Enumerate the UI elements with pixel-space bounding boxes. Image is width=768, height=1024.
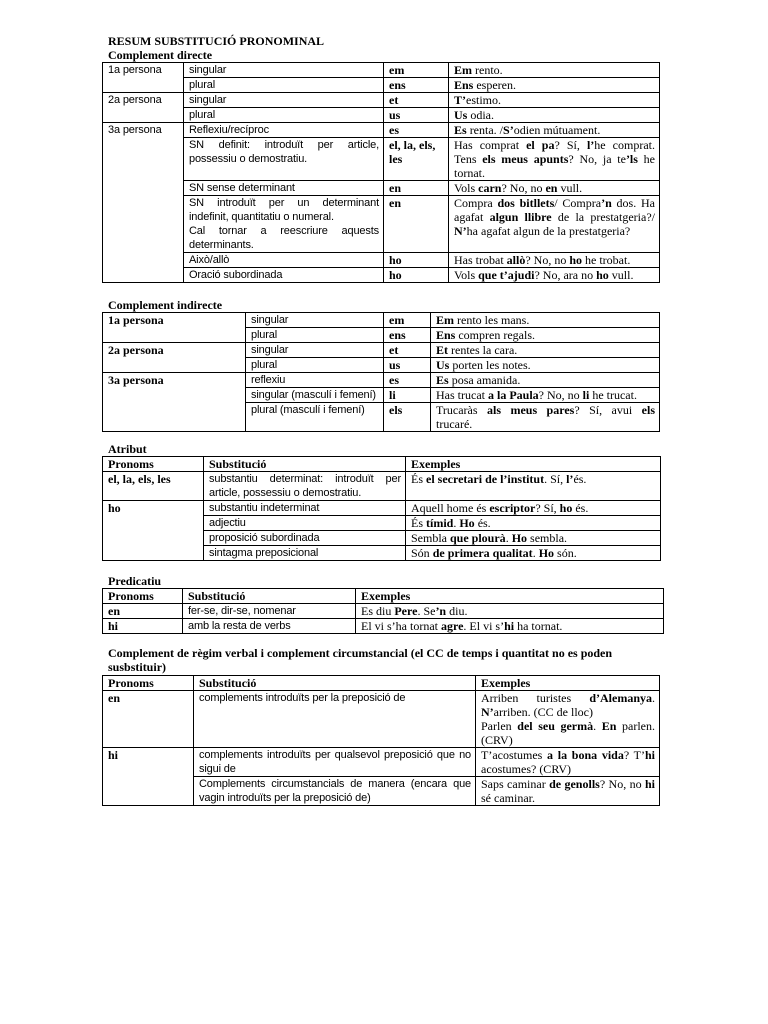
text-run: trucaré.	[436, 417, 473, 431]
category-cell: singular	[246, 343, 384, 358]
bold-text-run: Es	[454, 123, 467, 137]
table-row	[103, 268, 660, 283]
pronoun-cell: en	[103, 604, 183, 619]
table-row	[103, 472, 661, 501]
text-run: .	[593, 719, 602, 733]
text-run: .	[505, 531, 512, 545]
example-cell	[431, 388, 660, 403]
table-body	[103, 63, 660, 283]
example-cell	[449, 268, 660, 283]
table-row	[103, 63, 660, 78]
text-run: vull.	[557, 181, 583, 195]
text-run: renta. /	[466, 123, 504, 137]
text-run: Compra	[454, 196, 498, 210]
example-cell	[406, 472, 661, 501]
column-header: Exemples	[476, 676, 660, 691]
substitution-cell: substantiu indeterminat	[204, 501, 406, 516]
persona-cell: 3a persona	[103, 123, 184, 283]
example-cell	[476, 748, 660, 777]
text-run: ? Sí,	[535, 501, 560, 515]
text-run: Parlen	[481, 719, 518, 733]
text-run: ? No, ja te	[568, 152, 626, 166]
bold-text-run: Ens	[436, 328, 456, 342]
text-run: sé caminar.	[481, 791, 535, 805]
category-cell: SN definit: introduït per article, possessiu o demostratiu.	[184, 138, 384, 181]
text-run: odia.	[467, 108, 495, 122]
pronoun-cell: us	[384, 108, 449, 123]
column-header: Pronoms	[103, 589, 183, 604]
text-run: són.	[554, 546, 577, 560]
example-paragraph	[481, 719, 655, 747]
table-row	[103, 108, 660, 123]
text-run: ? No, no	[599, 777, 645, 791]
atribut-table	[102, 456, 661, 561]
text-run: ? No, ara no	[534, 268, 597, 282]
example-cell	[406, 501, 661, 516]
text-run: acostumes? (CRV)	[481, 762, 572, 776]
table-header-row	[103, 457, 661, 472]
pronoun-cell: el, la, els, les	[103, 472, 204, 501]
predicatiu-table	[102, 588, 664, 634]
pronoun-cell: en	[384, 196, 449, 253]
bold-text-run: N’	[454, 224, 467, 238]
example-cell	[356, 604, 664, 619]
table-row	[103, 691, 660, 748]
example-cell	[356, 619, 664, 634]
category-cell: Oració subordinada	[184, 268, 384, 283]
text-run: compren regals.	[455, 328, 535, 342]
bold-text-run: el pa	[526, 138, 555, 152]
text-run: és.	[572, 501, 589, 515]
complement-regim-table	[102, 675, 660, 806]
pronoun-cell: ho	[103, 501, 204, 561]
section-heading-complement-directe: Complement directe	[108, 48, 213, 62]
bold-text-run: l’	[586, 138, 595, 152]
bold-text-run: els meus apunts	[482, 152, 569, 166]
column-header: Substitució	[194, 676, 476, 691]
example-cell	[449, 78, 660, 93]
category-cell: plural	[246, 328, 384, 343]
bold-text-run: en	[545, 181, 558, 195]
example-cell	[431, 403, 660, 432]
bold-text-run: T’	[454, 93, 466, 107]
substitution-cell: substantiu determinat: introduït per article, possessiu o demostratiu.	[204, 472, 406, 501]
bold-text-run: de genolls	[549, 777, 600, 791]
pronoun-cell: ens	[384, 78, 449, 93]
bold-text-run: Ho	[511, 531, 528, 545]
text-run: he tornat.	[454, 152, 656, 180]
table-row	[103, 78, 660, 93]
bold-text-run: Ho	[459, 516, 475, 530]
table-body	[103, 457, 661, 561]
bold-text-run: de primera qualitat	[432, 546, 533, 560]
persona-cell: 1a persona	[103, 63, 184, 93]
table-row	[103, 181, 660, 196]
text-run: .	[532, 546, 539, 560]
table-row	[103, 138, 660, 181]
category-cell: singular	[184, 93, 384, 108]
category-cell: reflexiu	[246, 373, 384, 388]
text-run: Vols	[454, 268, 479, 282]
table-row	[103, 604, 664, 619]
example-cell	[449, 196, 660, 253]
text-run: . Sí,	[544, 472, 567, 486]
text-run: ? T’	[623, 748, 645, 762]
bold-text-run: Ho	[538, 546, 555, 560]
bold-text-run: N’	[481, 705, 494, 719]
example-cell	[476, 777, 660, 806]
pronoun-cell: hi	[103, 619, 183, 634]
pronoun-cell: et	[384, 93, 449, 108]
text-run: rento.	[472, 63, 503, 77]
text-run: ? No, no	[538, 388, 583, 402]
category-text: SN introduït per un determinant indefinit, quantitatiu o numeral.	[189, 197, 379, 223]
bold-text-run: algun llibre	[489, 210, 552, 224]
table-row	[103, 196, 660, 253]
text-run: diu.	[446, 604, 468, 618]
table-row	[103, 253, 660, 268]
persona-cell: 2a persona	[103, 343, 246, 373]
text-run: és.	[474, 516, 491, 530]
bold-text-run: l’	[566, 472, 574, 486]
table-header-row	[103, 589, 664, 604]
column-header: Exemples	[406, 457, 661, 472]
pronoun-cell: us	[384, 358, 431, 373]
category-cell: singular	[184, 63, 384, 78]
text-run: dos. Ha agafat	[454, 196, 655, 224]
bold-text-run: Us	[454, 108, 468, 122]
column-header: Substitució	[204, 457, 406, 472]
category-note: Cal tornar a reescriure aquests determinants.	[189, 225, 379, 251]
pronoun-cell: en	[384, 181, 449, 196]
bold-text-run: Ens	[454, 78, 474, 92]
category-cell: Reflexiu/recíproc	[184, 123, 384, 138]
example-cell	[431, 328, 660, 343]
text-run: És	[411, 472, 426, 486]
text-run: parlen. (CRV)	[481, 719, 656, 747]
bold-text-run: escriptor	[489, 501, 536, 515]
persona-cell: 2a persona	[103, 93, 184, 123]
pronoun-cell: em	[384, 63, 449, 78]
text-run: esperen.	[473, 78, 517, 92]
text-run: Aquell home és	[411, 501, 490, 515]
substitution-cell: Complements circumstancials de manera (encara que vagin introduïts per la preposició de)	[194, 777, 476, 806]
table-body	[103, 676, 660, 806]
table-row	[103, 343, 660, 358]
text-run: ? Sí,	[554, 138, 587, 152]
text-run: odien mútuament.	[513, 123, 601, 137]
category-cell: plural (masculí i femení)	[246, 403, 384, 432]
bold-text-run: ’n	[601, 196, 612, 210]
example-paragraph	[481, 691, 655, 719]
pronoun-cell: els	[384, 403, 431, 432]
text-run: ha tornat.	[514, 619, 563, 633]
text-run: ha agafat algun de la prestatgeria?	[466, 224, 631, 238]
table-body	[103, 313, 660, 432]
text-run: Has trobat	[454, 253, 507, 267]
substitution-cell: complements introduïts per la preposició de	[194, 691, 476, 748]
complement-directe-table	[102, 62, 660, 283]
table-row	[103, 93, 660, 108]
pronoun-cell: ho	[384, 268, 449, 283]
bold-text-run: Em	[436, 313, 454, 327]
text-run: de la prestatgeria?/	[551, 210, 655, 224]
text-run: he trobat.	[582, 253, 631, 267]
bold-text-run: En	[601, 719, 617, 733]
example-cell	[431, 373, 660, 388]
column-header: Substitució	[183, 589, 356, 604]
text-run: sembla.	[527, 531, 568, 545]
bold-text-run: els	[641, 403, 656, 417]
text-run: rentes la cara.	[448, 343, 518, 357]
section-heading-predicatiu: Predicatiu	[108, 574, 162, 588]
text-run: és.	[573, 472, 587, 486]
category-cell: plural	[184, 108, 384, 123]
text-run: Vols	[454, 181, 479, 195]
table-body	[103, 589, 664, 634]
example-cell	[449, 63, 660, 78]
example-cell	[431, 358, 660, 373]
example-cell	[449, 253, 660, 268]
bold-text-run: hi	[645, 748, 656, 762]
column-header: Pronoms	[103, 457, 204, 472]
text-run: .	[453, 516, 460, 530]
text-run: ? No, no	[525, 253, 570, 267]
document-title: RESUM SUBSTITUCIÓ PRONOMINAL	[108, 34, 325, 48]
pronoun-cell: es	[384, 373, 431, 388]
pronoun-cell: et	[384, 343, 431, 358]
bold-text-run: S’	[503, 123, 514, 137]
substitution-cell: proposició subordinada	[204, 531, 406, 546]
substitution-cell: amb la resta de verbs	[183, 619, 356, 634]
category-cell: Això/allò	[184, 253, 384, 268]
bold-text-run: Us	[436, 358, 450, 372]
text-run: / Compra	[554, 196, 602, 210]
pronoun-cell: hi	[103, 748, 194, 806]
bold-text-run: Em	[454, 63, 472, 77]
complement-indirecte-table	[102, 312, 660, 432]
bold-text-run: ’n	[435, 604, 447, 618]
substitution-cell: fer-se, dir-se, nomenar	[183, 604, 356, 619]
section-heading-complement-indirecte: Complement indirecte	[108, 298, 223, 312]
text-run: . El vi s’	[463, 619, 505, 633]
example-cell	[406, 531, 661, 546]
category-cell: singular	[246, 313, 384, 328]
example-cell	[431, 313, 660, 328]
example-cell	[431, 343, 660, 358]
persona-cell: 3a persona	[103, 373, 246, 432]
substitution-cell: sintagma preposicional	[204, 546, 406, 561]
substitution-cell: adjectiu	[204, 516, 406, 531]
bold-text-run: Pere	[394, 604, 418, 618]
category-cell	[184, 196, 384, 253]
text-run: T’acostumes	[481, 748, 548, 762]
bold-text-run: allò	[506, 253, 526, 267]
text-run: Són	[411, 546, 433, 560]
bold-text-run: ho	[559, 501, 573, 515]
text-run: he comprat. Tens	[454, 138, 655, 166]
example-cell	[449, 108, 660, 123]
text-run: estimo.	[466, 93, 501, 107]
text-run: rento les mans.	[454, 313, 530, 327]
pronoun-cell: es	[384, 123, 449, 138]
table-row	[103, 501, 661, 516]
column-header: Exemples	[356, 589, 664, 604]
text-run: vull.	[608, 268, 634, 282]
bold-text-run: el secretari de l’institut	[426, 472, 545, 486]
table-row	[103, 373, 660, 388]
pronoun-cell: ens	[384, 328, 431, 343]
category-cell: singular (masculí i femení)	[246, 388, 384, 403]
bold-text-run: ’ls	[625, 152, 638, 166]
text-run: ? Sí, avui	[574, 403, 642, 417]
table-row	[103, 123, 660, 138]
text-run: Has comprat	[454, 138, 527, 152]
bold-text-run: d’Alemanya	[589, 691, 652, 705]
text-run: Trucaràs	[436, 403, 487, 417]
bold-text-run: dos bitllets	[497, 196, 555, 210]
text-run: he trucat.	[589, 388, 637, 402]
table-header-row	[103, 676, 660, 691]
section-heading-atribut: Atribut	[108, 442, 147, 456]
persona-cell: 1a persona	[103, 313, 246, 343]
bold-text-run: hi	[645, 777, 656, 791]
text-run: posa amanida.	[448, 373, 521, 387]
text-run: Has trucat	[436, 388, 488, 402]
column-header: Pronoms	[103, 676, 194, 691]
example-cell	[406, 546, 661, 561]
text-run: És	[411, 516, 426, 530]
substitution-cell: complements introduïts per qualsevol preposició que no sigui de	[194, 748, 476, 777]
example-cell	[406, 516, 661, 531]
bold-text-run: li	[582, 388, 590, 402]
bold-text-run: que plourà	[450, 531, 506, 545]
bold-text-run: als meus pares	[487, 403, 575, 417]
text-run: Saps caminar	[481, 777, 550, 791]
pronoun-cell: ho	[384, 253, 449, 268]
text-run: porten les notes.	[449, 358, 531, 372]
pronoun-cell: li	[384, 388, 431, 403]
text-run: ? No, no	[501, 181, 546, 195]
bold-text-run: Et	[436, 343, 448, 357]
text-run: .	[652, 691, 655, 705]
category-cell: SN sense determinant	[184, 181, 384, 196]
example-cell	[449, 181, 660, 196]
bold-text-run: a la bona vida	[547, 748, 624, 762]
pronoun-cell: el, la, els, les	[384, 138, 449, 181]
bold-text-run: a la Paula	[487, 388, 539, 402]
section-heading-complement-regim: Complement de règim verbal i complement circumstancial (el CC de temps i quantitat no es poden susbstituir)	[108, 646, 613, 674]
text-run: arriben. (CC de lloc)	[493, 705, 593, 719]
example-cell	[449, 123, 660, 138]
bold-text-run: que t’ajudi	[478, 268, 535, 282]
text-run: Es diu	[361, 604, 395, 618]
bold-text-run: del seu germà	[517, 719, 594, 733]
bold-text-run: carn	[478, 181, 502, 195]
table-row	[103, 748, 660, 777]
example-cell	[476, 691, 660, 748]
table-row	[103, 313, 660, 328]
table-row	[103, 619, 664, 634]
pronoun-cell: em	[384, 313, 431, 328]
text-run: Arriben turistes	[481, 691, 590, 705]
bold-text-run: hi	[504, 619, 515, 633]
category-cell: plural	[184, 78, 384, 93]
bold-text-run: Es	[436, 373, 449, 387]
example-cell	[449, 138, 660, 181]
text-run: El vi s’ha tornat	[361, 619, 441, 633]
example-cell	[449, 93, 660, 108]
text-run: . Se	[417, 604, 436, 618]
bold-text-run: agre	[440, 619, 464, 633]
pronoun-cell: en	[103, 691, 194, 748]
bold-text-run: ho	[569, 253, 583, 267]
bold-text-run: tímid	[426, 516, 454, 530]
category-cell: plural	[246, 358, 384, 373]
text-run: Sembla	[411, 531, 450, 545]
bold-text-run: ho	[596, 268, 609, 282]
